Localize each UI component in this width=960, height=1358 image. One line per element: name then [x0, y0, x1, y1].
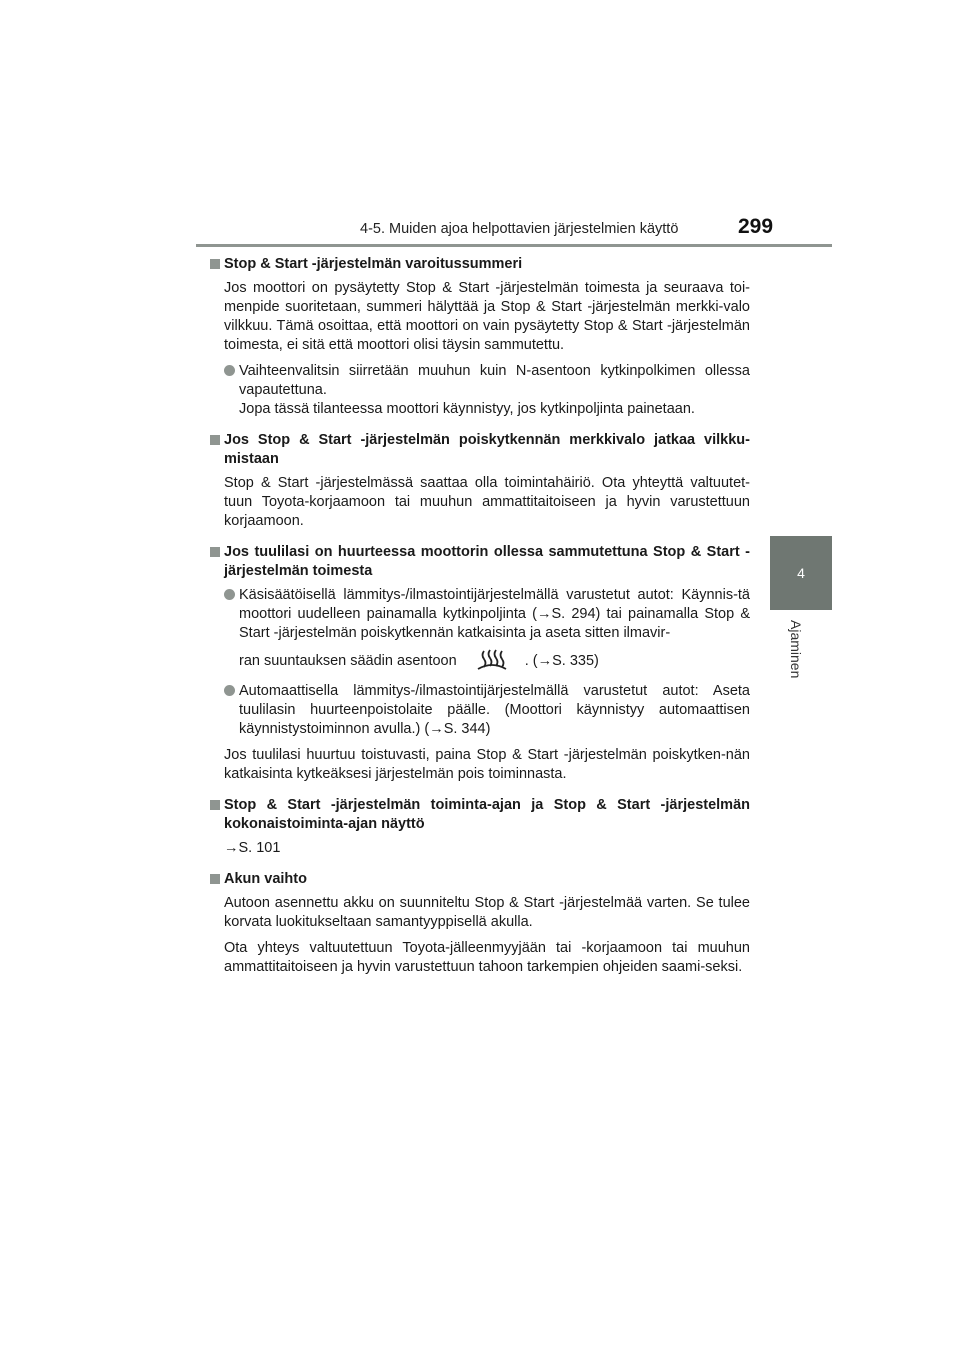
- bullet-text-part: . (→S. 335): [524, 652, 599, 669]
- bullet-dot: [224, 685, 235, 696]
- page-number: 299: [738, 215, 774, 238]
- bullet-item: [224, 362, 750, 419]
- chapter-tab[interactable]: [770, 536, 832, 610]
- bullet-text: Automaattisella lämmitys-/ilmastointijärjestelmällä varustetut autot: Aseta tuulilasin huurteenpoistolaite päälle. (Moottori käynnistyy automaattisen käynnistystoiminnon avulla.) (→S. 344): [239, 683, 750, 737]
- windshield-defroster-icon: [475, 647, 509, 675]
- section-heading: Jos Stop & Start -järjestelmän poiskytkennän merkkivalo jatkaa vilkku-mistaan: [208, 431, 750, 469]
- section-heading: Jos tuulilasi on huurteessa moottorin ollessa sammutettuna Stop & Start -järjestelmän toimesta: [208, 543, 750, 581]
- bullet-item: [224, 586, 750, 675]
- paragraph: Autoon asennettu akku on suunniteltu Stop & Start -järjestelmää varten. Se tulee korvata luokitukseltaan samantyyppisellä akulla.: [224, 895, 750, 930]
- bullet-dot: [224, 589, 235, 600]
- page-reference[interactable]: →S. 101: [224, 840, 281, 856]
- paragraph: Ota yhteys valtuutettuun Toyota-jälleenmyyjään tai -korjaamoon tai muuhun ammattitaitoiseen ja hyvin varustettuun tahoon tarkempien ohjeiden saami-seksi.: [224, 940, 750, 975]
- bullet-text: Käsisäätöisellä lämmitys-/ilmastointijärjestelmällä varustetut autot: Käynnis-tä moottori uudelleen painamalla kytkinpoljinta (→S. 294) tai painamalla Stop & Start -järjestelmän poiskytkennän katkaisinta ja aseta sitten ilmavir-: [239, 587, 750, 641]
- bullet-note: Jopa tässä tilanteessa moottori käynnistyy, jos kytkinpoljinta painetaan.: [239, 401, 695, 417]
- bullet-dot: [224, 365, 235, 376]
- section-heading: Akun vaihto: [208, 870, 750, 889]
- section-heading: Stop & Start -järjestelmän varoitussummeri: [208, 255, 750, 274]
- paragraph: Jos tuulilasi huurtuu toistuvasti, paina Stop & Start -järjestelmän poiskytken-nän katkaisinta kytkeäksesi järjestelmän pois toiminnasta.: [224, 747, 750, 782]
- header-divider: [196, 244, 832, 247]
- paragraph: Stop & Start -järjestelmässä saattaa olla toimintahäiriö. Ota yhteyttä valtuutet-tuun Toyota-korjaamoon tai muuhun ammattitaitoiseen ja hyvin varustettuun korjaamoon.: [224, 475, 750, 529]
- bullet-item: [224, 682, 750, 739]
- page-content: [208, 255, 750, 984]
- section-heading: Stop & Start -järjestelmän toiminta-ajan ja Stop & Start -järjestelmän kokonaistoiminta-ajan näyttö: [208, 796, 750, 834]
- chapter-tab-number: 4: [797, 565, 805, 581]
- bullet-text-part: ran suuntauksen säädin asentoon: [239, 652, 457, 669]
- bullet-text: Vaihteenvalitsin siirretään muuhun kuin N-asentoon kytkinpolkimen ollessa vapautettuna.: [239, 363, 750, 398]
- paragraph: Jos moottori on pysäytetty Stop & Start -järjestelmän toimesta ja seuraava toi-menpide suoritetaan, summeri hälyttää ja Stop & Start -järjestelmän merkki-valo vilkkuu. Tämä osoittaa, että moottori on vain pysäytetty Stop & Start -järjestelmän toimesta, ei sitä että moottori olisi täysin sammutettu.: [224, 280, 750, 353]
- bullet-text-with-icon: [239, 647, 750, 675]
- chapter-tab-label: Ajaminen: [788, 620, 804, 679]
- chapter-title: 4-5. Muiden ajoa helpottavien järjestelmien käyttö: [360, 221, 679, 237]
